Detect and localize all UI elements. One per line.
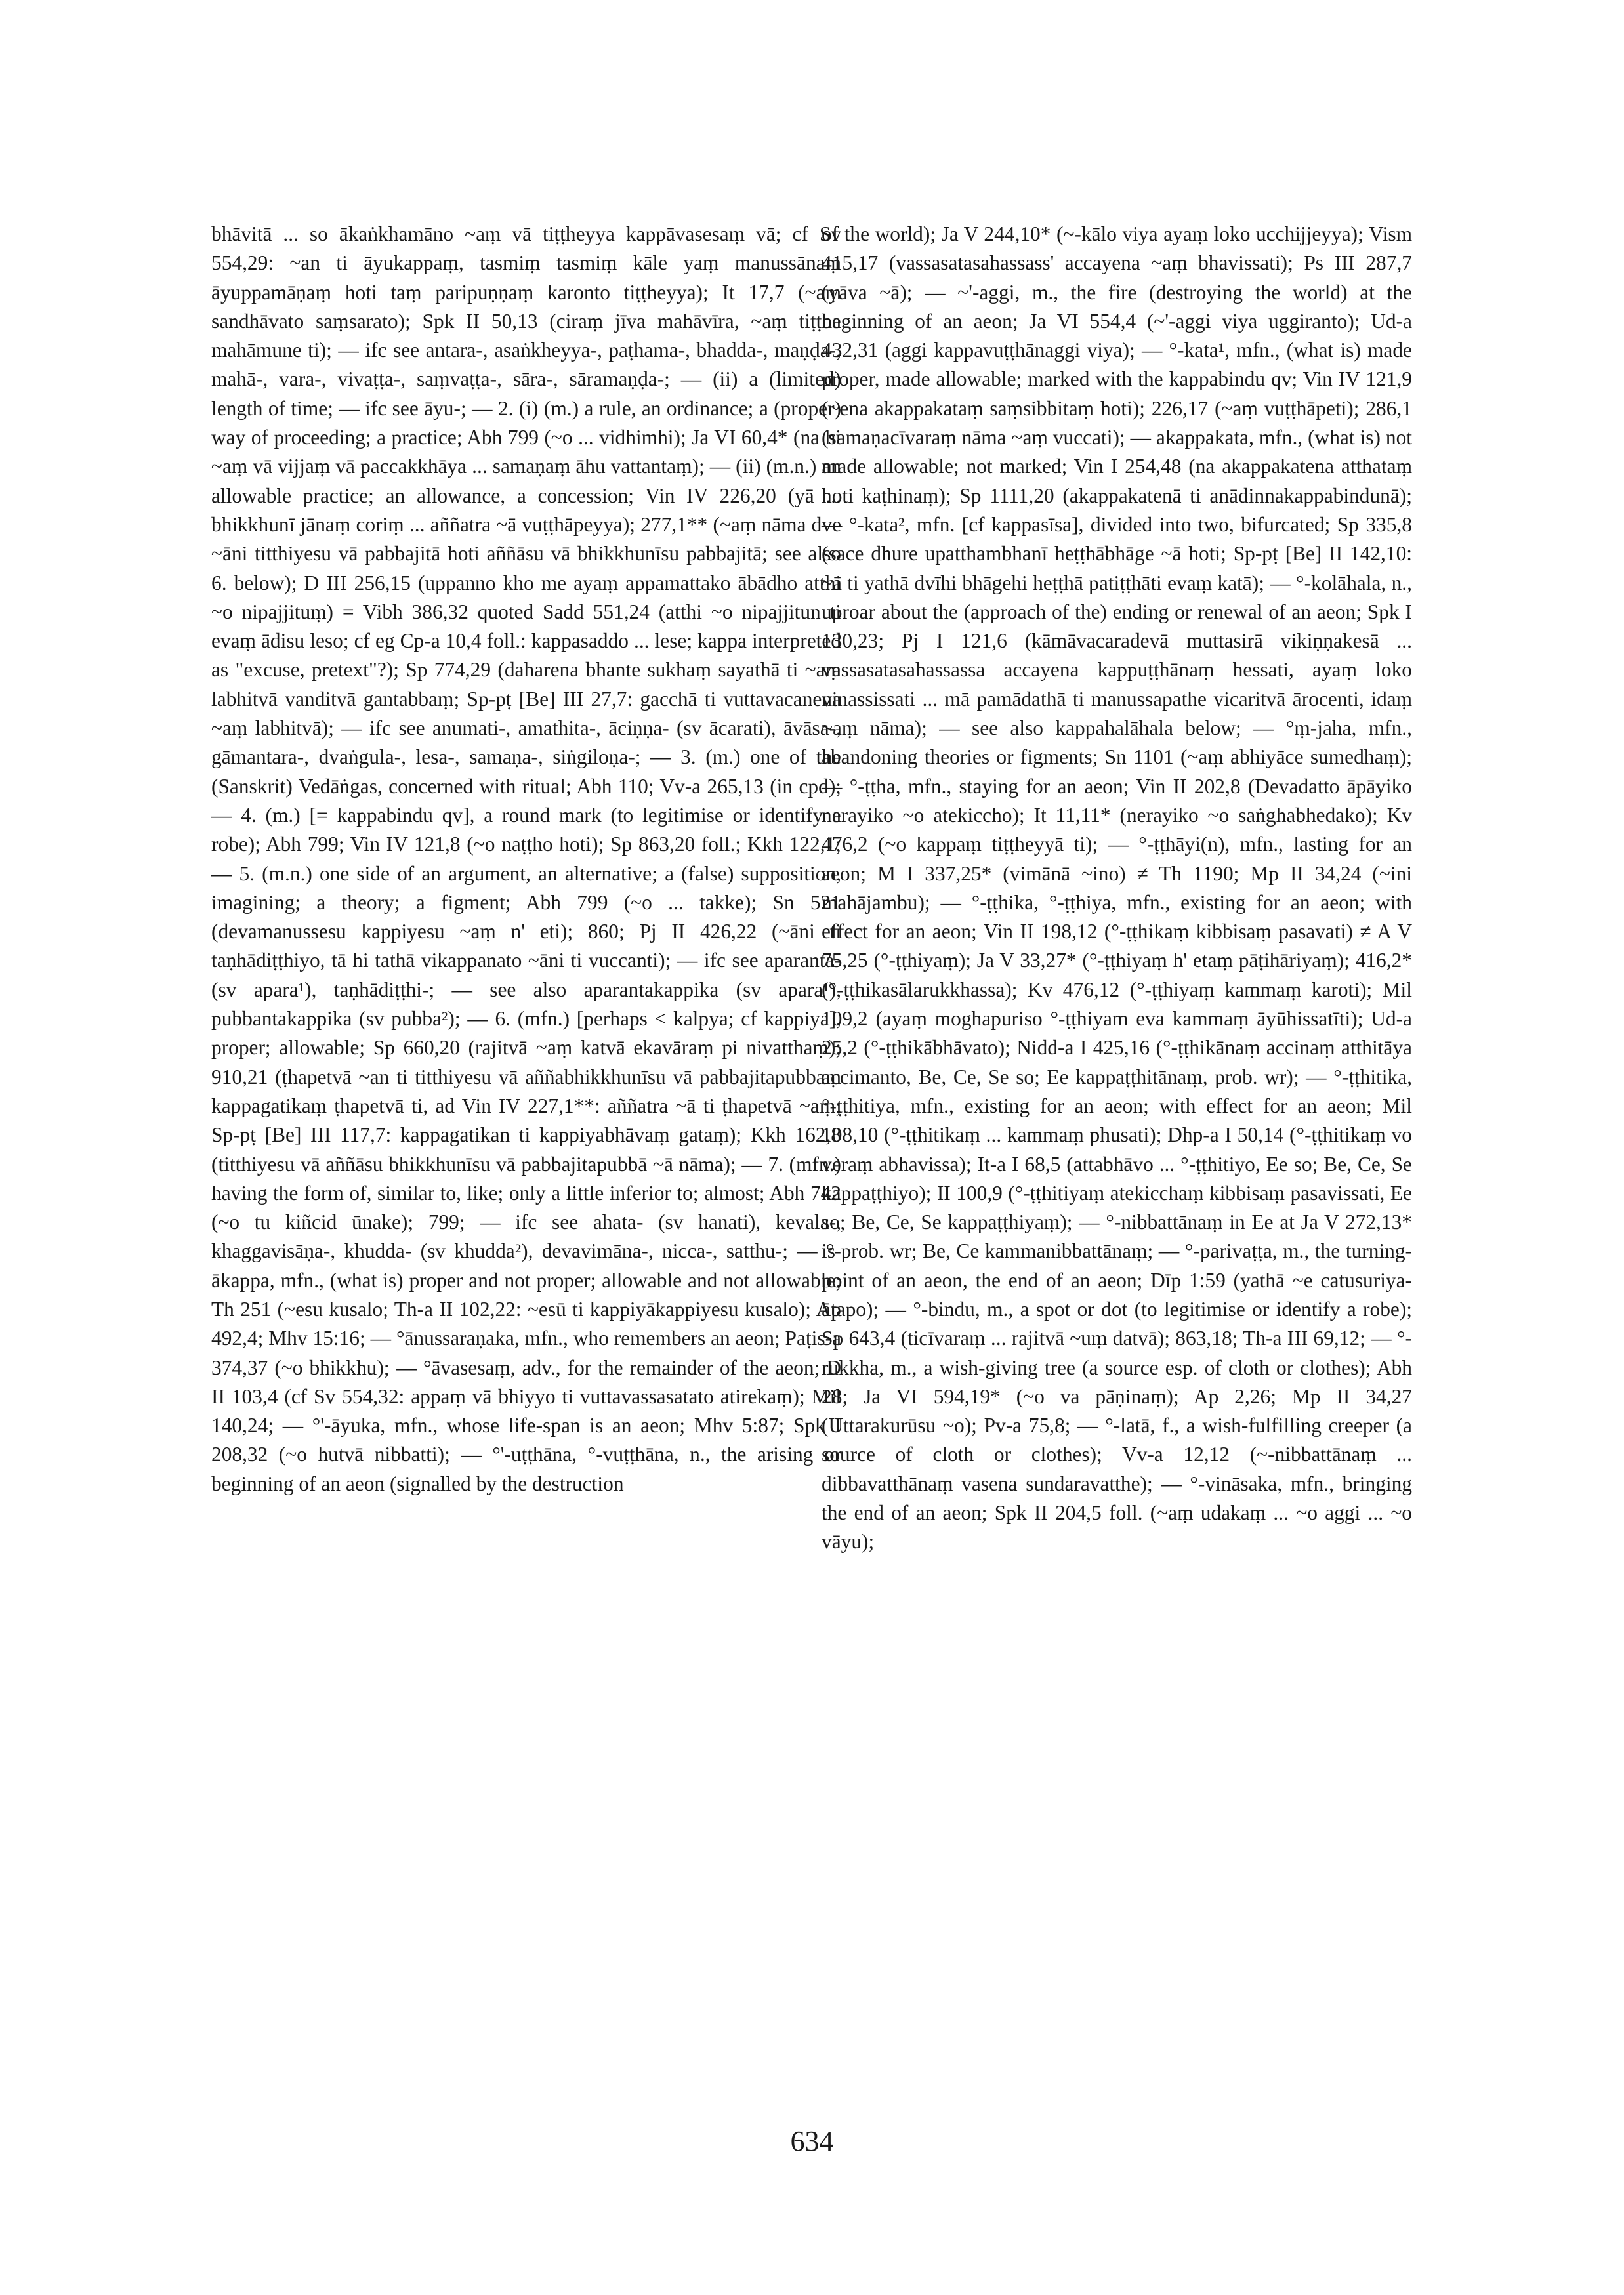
right-column-text: of the world); Ja V 244,10* (~-kālo viya ayaṃ loko ucchijjeyya); Vism 415,17 (vassasatasahassass' accayena ~aṃ bhavissati); Ps III 287,7 (yāva ~ā); — ~'-aggi, m., the fire (destroying the world) at the beginning of an aeon; Ja VI 554,4 (~'-aggi viya uggiranto); Ud-a 432,31 (aggi kappavuṭṭhānaggi viya); — °-kata¹, mfn., (what is) made proper, made allowable; marked with the kappabindu qv; Vin IV 121,9 (~ena akappakataṃ saṃsibbitaṃ hoti); 226,17 (~aṃ vuṭṭhāpeti); 286,1 (samaṇacīvaraṃ nāma ~aṃ vuccati); — akappakata, mfn., (what is) not made allowable; not marked; Vin I 254,48 (na akappakatena atthataṃ hoti kaṭhinaṃ); Sp 1111,20 (akappakatenā ti anādinnakappabindunā); — °-kata², mfn. [cf kappasīsa], divided into two, bifurcated; Sp 335,8 (sace dhure upatthambhanī heṭṭhābhāge ~ā hoti; Sp-pṭ [Be] II 142,10: ~ā ti yathā dvīhi bhāgehi heṭṭhā patiṭṭhāti evaṃ katā); — °-kolāhala, n., uproar about the (approach of the) ending or renewal of an aeon; Spk I 130,23; Pj I 121,6 (kāmāvacaradevā muttasirā vikiṇṇakesā ... vassasatasahassassa accayena kappuṭṭhānaṃ hessati, ayaṃ loko vinassissati ... mā pamādathā ti manussapathe vicaritvā ārocenti, idaṃ ~aṃ nāma); — see also kappahalāhala below; — °ṃ-jaha, mfn., abandoning theories or figments; Sn 1101 (~aṃ abhiyāce sumedhaṃ); — °-ṭṭha, mfn., staying for an aeon; Vin II 202,8 (Devadatto āpāyiko nerayiko ~o atekiccho); It 11,11* (nerayiko ~o saṅghabhedako); Kv 476,2 (~o kappaṃ tiṭṭheyyā ti); — °-ṭṭhāyi(n), mfn., lasting for an aeon; M I 337,25* (vimānā ~ino) ≠ Th 1190; Mp II 34,24 (~ini mahājambu); — °-ṭṭhika, °-ṭṭhiya, mfn., existing for an aeon; with effect for an aeon; Vin II 198,12 (°-ṭṭhikaṃ kibbisaṃ pasavati) ≠ A V 75,25 (°-ṭṭhiyaṃ); Ja V 33,27* (°-ṭṭhiyaṃ h' etaṃ pāṭihāriyaṃ); 416,2* (°-ṭṭhikasālarukkhassa); Kv 476,12 (°-ṭṭhiyaṃ kammaṃ karoti); Mil 109,2 (ayaṃ moghapuriso °-ṭṭhiyam eva kammaṃ āyūhissatīti); Ud-a 25,2 (°-ṭṭhikābhāvato); Nidd-a I 425,16 (°-ṭṭhikānaṃ accinaṃ atthitāya accimanto, Be, Ce, Se so; Ee kappaṭṭhitānaṃ, prob. wr); — °-ṭṭhitika, °-ṭṭhitiya, mfn., existing for an aeon; with effect for an aeon; Mil 108,10 (°-ṭṭhitikaṃ ... kammaṃ phusati); Dhp-a I 50,14 (°-ṭṭhitikaṃ vo veraṃ abhavissa); It-a I 68,5 (attabhāvo ... °-ṭṭhitiyo, Ee so; Be, Ce, Se kappaṭṭhiyo); II 100,9 (°-ṭṭhitiyaṃ atekicchaṃ kibbisaṃ pasavissati, Ee so; Be, Ce, Se kappaṭṭhiyaṃ); — °-nibbattānaṃ in Ee at Ja V 272,13* is prob. wr; Be, Ce kammanibbattānaṃ; — °-parivaṭṭa, m., the turning-point of an aeon, the end of an aeon; Dīp 1:59 (yathā ~e catusuriya-ātapo); — °-bindu, m., a spot or dot (to legitimise or identify a robe); Sp 643,4 (ticīvaraṃ ... rajitvā ~uṃ datvā); 863,18; Th-a III 69,12; — °-rukkha, m., a wish-giving tree (a source esp. of cloth or clothes); Abh 28; Ja VI 594,19* (~o va pāṇinaṃ); Ap 2,26; Mp II 34,27 (Uttarakurūsu ~o); Pv-a 75,8; — °-latā, f., a wish-fulfilling creeper (a source of cloth or clothes); Vv-a 12,12 (~-nibbattānaṃ ... dibbavatthānaṃ vasena sundaravatthe); — °-vināsaka, mfn., bringing the end of an aeon; Spk II 204,5 foll. (~aṃ udakaṃ ... ~o aggi ... ~o vāyu); — [822, 222, 1412, 1554]
page-number: 634 — [790, 2125, 834, 2157]
left-column-text: bhāvitā ... so ākaṅkhamāno ~aṃ vā tiṭṭheyya kappāvasesaṃ vā; cf Sv 554,29: ~an ti āyukappaṃ, tasmiṃ tasmiṃ kāle yaṃ manussānaṃ āyuppamāṇaṃ hoti taṃ paripuṇṇaṃ karonto tiṭṭheyya); It 17,7 (~aṃ sandhāvato saṃsarato); Spk II 50,13 (ciraṃ jīva mahāvīra, ~aṃ tiṭṭha mahāmune ti); — ifc see antara-, asaṅkheyya-, paṭhama-, bhadda-, maṇḍa-, mahā-, vara-, vivaṭṭa-, saṃvaṭṭa-, sāra-, sāramaṇḍa-; — (ii) a (limited) length of time; — ifc see āyu-; — 2. (i) (m.) a rule, an ordinance; a (proper) way of proceeding; a practice; Abh 799 (~o ... vidhimhi); Ja VI 60,4* (na hi ~aṃ vā vijjaṃ vā paccakkhāya ... samaṇaṃ āhu vattantaṃ); — (ii) (m.n.) an allowable practice; an allowance, a concession; Vin IV 226,20 (yā ... bhikkhunī jānaṃ coriṃ ... aññatra ~ā vuṭṭhāpeyya); 277,1** (~aṃ nāma dve ~āni titthiyesu vā pabbajitā hoti aññāsu vā bhikkhunīsu pabbajitā; see also 6. below); D III 256,15 (uppanno kho me ayaṃ appamattako ābādho atthi ~o nipajjituṃ) = Vibh 386,32 quoted Sadd 551,24 (atthi ~o nipajjitun ti evaṃ ādisu leso; cf eg Cp-a 10,4 foll.: kappasaddo ... lese; kappa interpreted as "excuse, pretext"?); Sp 774,29 (daharena bhante sukhaṃ sayathā ti ~aṃ labhitvā vanditvā gantabbaṃ; Sp-pṭ [Be] III 27,7: gacchā ti vuttavacanena ~aṃ labhitvā); — ifc see anumati-, amathita-, āciṇṇa- (sv ācarati), āvāsa-, gāmantara-, dvaṅgula-, lesa-, samaṇa-, siṅgiloṇa-; — 3. (m.) one of the (Sanskrit) Vedāṅgas, concerned with ritual; Abh 110; Vv-a 265,13 (in cpd); — 4. (m.) [= kappabindu qv], a round mark (to legitimise or identify a robe); Abh 799; Vin IV 121,8 (~o naṭṭho hoti); Sp 863,20 foll.; Kkh 122,1; — 5. (m.n.) one side of an argument, an alternative; a (false) supposition, imagining; a theory; a figment; Abh 799 (~o ... takke); Sn 521 (devamanussesu kappiyesu ~aṃ n' eti); 860; Pj II 426,22 (~āni ti taṇhādiṭṭhiyo, tā hi tathā vikappanato ~āni ti vuccanti); — ifc see aparanta- (sv apara¹), taṇhādiṭṭhi-; — see also aparantakappika (sv apara¹), pubbantakappika (sv pubba²); — 6. (mfn.) [perhaps < kalpya; cf kappiya], proper; allowable; Sp 660,20 (rajitvā ~aṃ katvā ekavāraṃ pi nivatthaṃ); 910,21 (ṭhapetvā ~an ti titthiyesu vā aññabhikkhunīsu vā pabbajitapubbaṃ kappagatikaṃ ṭhapetvā ti, ad Vin IV 227,1**: aññatra ~ā ti ṭhapetvā ~aṃ; Sp-pṭ [Be] III 117,7: kappagatikan ti kappiyabhāvaṃ gataṃ); Kkh 162,8 (titthiyesu vā aññāsu bhikkhunīsu vā pabbajitapubbā ~ā nāma); — 7. (mfn.) having the form of, similar to, like; only a little inferior to; almost; Abh 742 (~o tu kiñcid ūnake); 799; — ifc see ahata- (sv hanati), kevala-, khaggavisāṇa-, khudda- (sv khudda²), devavimāna-, nicca-, satthu-; — °-ākappa, mfn., (what is) proper and not proper; allowable and not allowable; Th 251 (~esu kusalo; Th-a II 102,22: ~esū ti kappiyākappiyesu kusalo); Ap 492,4; Mhv 15:16; — °ānussaraṇaka, mfn., who remembers an aeon; Paṭis-a 374,37 (~o bhikkhu); — °āvasesaṃ, adv., for the remainder of the aeon; D II 103,4 (cf Sv 554,32: appaṃ vā bhiyyo ti vuttavassasatato atirekaṃ); Mil 140,24; — °'-āyuka, mfn., whose life-span is an aeon; Mhv 5:87; Spk I 208,32 (~o hutvā nibbatti); — °'-uṭṭhāna, °-vuṭṭhāna, n., the arising or beginning of an aeon (signalled by the destruction — [211, 222, 841, 1495]
left-column — [211, 220, 841, 1499]
right-column — [822, 220, 1412, 1557]
